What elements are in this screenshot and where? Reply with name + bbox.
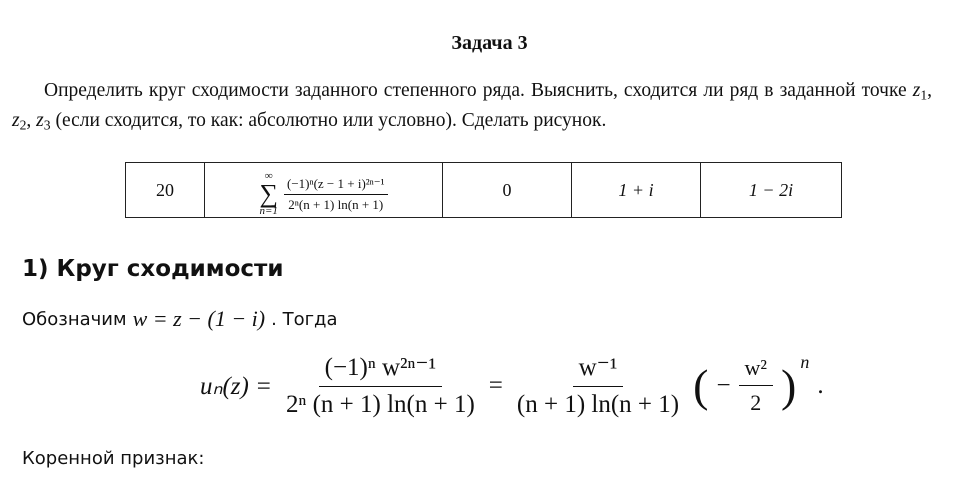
task-title: Задача 3 [451, 32, 528, 54]
sum-operator [259, 171, 278, 217]
formula-fraction-3 [739, 355, 773, 416]
sum-lower-limit: n=1 [259, 205, 278, 217]
formula-period: . [817, 371, 824, 399]
comma-separator: , [927, 80, 933, 101]
statement-text-end: (если сходится, то как: абсолютно или условно). Сделать рисунок. [50, 110, 607, 132]
fraction-2-denominator: (n + 1) ln(n + 1) [516, 391, 680, 418]
fraction-1-numerator: (−1)ⁿ w²ⁿ⁻¹ [319, 352, 443, 387]
section-heading: 1) Круг сходимости [22, 256, 284, 282]
then-text: . Тогда [271, 308, 338, 330]
point-z3-index: 3 [43, 117, 51, 133]
right-paren: ) [781, 359, 797, 411]
series-numerator: (−1)ⁿ(z − 1 + i)²ⁿ⁻¹ [284, 176, 388, 195]
fraction-1-denominator: 2ⁿ (n + 1) ln(n + 1) [285, 391, 475, 418]
point-z1-symbol: z [912, 80, 921, 101]
sigma-symbol: ∑ [259, 179, 278, 208]
fraction-3-denominator: 2 [750, 390, 762, 415]
formula-fraction-2 [511, 352, 685, 419]
table-row [126, 163, 842, 218]
series-denominator: 2ⁿ(n + 1) ln(n + 1) [288, 196, 384, 212]
point-z1-index: 1 [920, 87, 928, 103]
point-z2-index: 2 [19, 117, 27, 133]
task-table [125, 162, 842, 218]
comma-separator: , [26, 110, 37, 132]
formula-lhs: uₙ(z) = [200, 372, 272, 400]
formula-fraction-1 [280, 352, 481, 419]
term-formula [200, 352, 824, 419]
power-exponent: n [800, 352, 810, 372]
fraction-3-numerator: w² [739, 355, 773, 386]
statement-text-start: Определить круг сходимости заданного степенного ряда. Выяснить, сходится ли ряд в заданной точке [44, 80, 907, 101]
point-z2-symbol: z [12, 110, 20, 132]
substitution-line [22, 306, 338, 332]
root-test-label: Коренной признак: [22, 448, 205, 469]
series-term-fraction [284, 176, 388, 213]
intro-text: Обозначим [22, 308, 127, 330]
equals-sign: = [488, 371, 503, 399]
fraction-2-numerator: w⁻¹ [573, 352, 624, 387]
substitution-formula: w = z − (1 − i) [132, 306, 266, 331]
minus-sign: − [716, 371, 731, 399]
variant-cell: 20 [126, 163, 205, 218]
series-cell [205, 163, 443, 218]
task-statement [12, 78, 932, 139]
point-z3-symbol: z [36, 110, 44, 132]
point-z3-cell: 1 − 2i [701, 163, 842, 218]
sum-upper-limit: ∞ [264, 170, 273, 182]
point-z2-cell: 1 + i [572, 163, 701, 218]
left-paren: ( [693, 359, 709, 411]
point-z1-cell: 0 [443, 163, 572, 218]
